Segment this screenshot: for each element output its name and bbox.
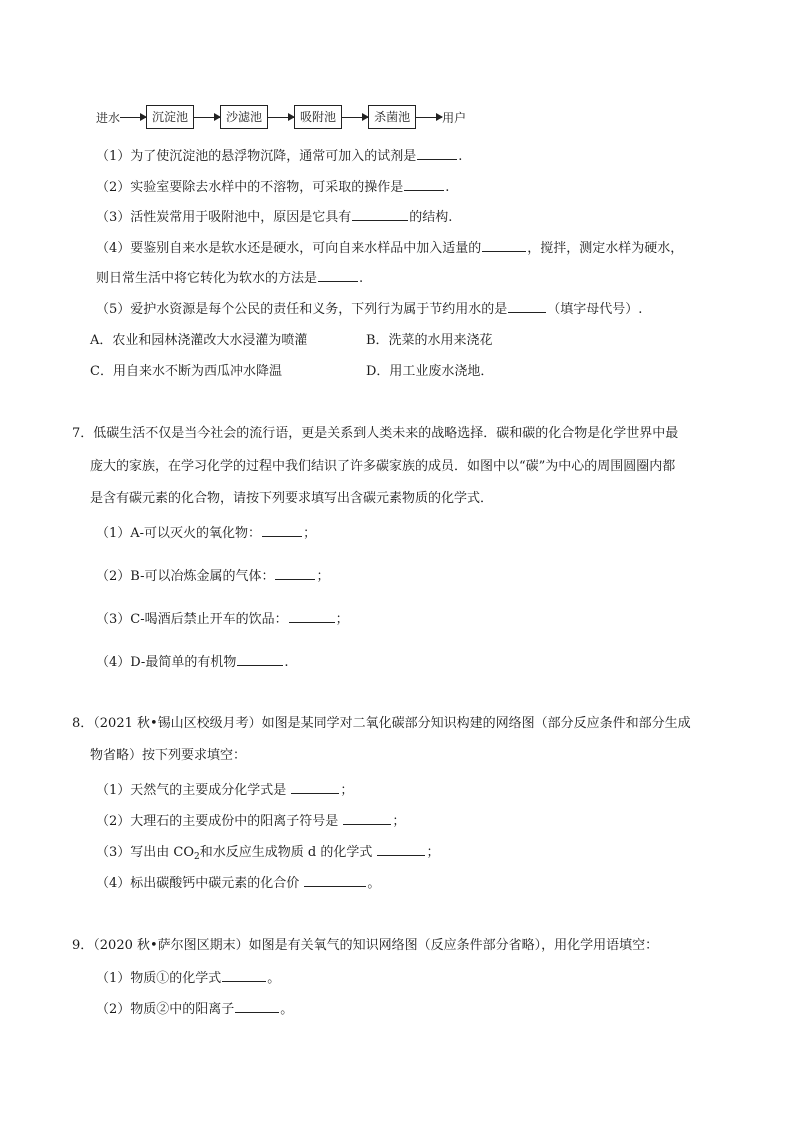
q7-stem-line3: 是含有碳元素的化合物，请按下列要求填写出含碳元素物质的化学式． xyxy=(90,491,494,506)
q6-option-c: C．用自来水不断为西瓜冲水降温 xyxy=(90,364,282,379)
answer-blank[interactable] xyxy=(304,873,366,887)
q7-part4: （4）D-最简单的有机物 . xyxy=(96,652,288,672)
q8-stem-line1: 8．（2021 秋•锡山区校级月考）如图是某同学对二氧化碳部分知识构建的网络图（部分反应条件和部分生成 xyxy=(72,716,691,731)
q7-stem-line2: 庞大的家族，在学习化学的过程中我们结识了许多碳家族的成员．如图中以“碳”为中心的周围圆圈内都 xyxy=(90,459,676,474)
q7-part1: （1）A-可以灭火的氧化物： ； xyxy=(96,523,316,543)
answer-blank[interactable] xyxy=(262,523,302,537)
q8-part2: （2）大理石的主要成份中的阳离子符号是 ； xyxy=(96,811,405,831)
answer-blank[interactable] xyxy=(289,609,335,623)
answer-blank[interactable] xyxy=(417,146,457,160)
q7-stem-line1: 7．低碳生活不仅是当今社会的流行语，更是关系到人类未来的战略选择．碳和碳的化合物是化学世界中最 xyxy=(72,426,679,441)
q6-part5: （5）爱护水资源是每个公民的责任和义务，下列行为属于节约用水的是 （填字母代号）. xyxy=(96,299,642,319)
q7-part3: （3）C-喝酒后禁止开车的饮品： ； xyxy=(96,609,349,629)
flow-start-label: 进水 xyxy=(96,110,121,125)
answer-blank[interactable] xyxy=(352,207,408,221)
q8-part1: （1）天然气的主要成分化学式是 ； xyxy=(96,780,353,800)
water-treatment-flow-diagram xyxy=(96,104,466,130)
q8-stem-line2: 物省略）按下列要求填空： xyxy=(90,748,247,763)
q6-part4-line1: （4）要鉴别自来水是软水还是硬水，可向自来水样品中加入适量的 ，搅拌，测定水样为硬水， xyxy=(96,238,683,258)
flow-arrow xyxy=(120,117,146,118)
answer-blank[interactable] xyxy=(291,780,339,794)
q6-part4-line2: 则日常生活中将它转化为软水的方法是 . xyxy=(96,268,363,288)
answer-blank[interactable] xyxy=(482,238,526,252)
answer-blank[interactable] xyxy=(508,299,546,313)
answer-blank[interactable] xyxy=(275,566,315,580)
flow-arrow xyxy=(268,117,294,118)
q9-part1: （1）物质①的化学式 。 xyxy=(96,968,280,988)
answer-blank[interactable] xyxy=(404,177,444,191)
q6-part3: （3）活性炭常用于吸附池中，原因是它具有 的结构. xyxy=(96,207,452,227)
q6-option-b: B．洗菜的水用来浇花 xyxy=(366,333,493,348)
answer-blank[interactable] xyxy=(235,999,279,1013)
answer-blank[interactable] xyxy=(343,811,391,825)
q6-part2: （2）实验室要除去水样中的不溶物，可采取的操作是 . xyxy=(96,177,449,197)
q7-part2: （2）B-可以冶炼金属的气体： ； xyxy=(96,566,329,586)
answer-blank[interactable] xyxy=(318,268,358,282)
answer-blank[interactable] xyxy=(237,652,283,666)
q8-part4: （4）标出碳酸钙中碳元素的化合价 。 xyxy=(96,873,380,893)
q9-stem-line1: 9．（2020 秋•萨尔图区期末）如图是有关氧气的知识网络图（反应条件部分省略），用化学用语填空： xyxy=(72,938,659,953)
flow-box-adsorption: 吸附池 xyxy=(294,105,342,129)
q8-part3: （3）写出由 $CO_2$和水反应生成物质 d 的化学式 ； xyxy=(96,842,440,862)
flow-arrow xyxy=(416,117,442,118)
answer-blank[interactable] xyxy=(377,842,425,856)
flow-box-disinfection: 杀菌池 xyxy=(368,105,416,129)
q6-part1: （1）为了使沉淀池的悬浮物沉降，通常可加入的试剂是 . xyxy=(96,146,462,166)
flow-box-sedimentation: 沉淀池 xyxy=(146,105,194,129)
q9-part2: （2）物质②中的阳离子 。 xyxy=(96,999,293,1019)
answer-blank[interactable] xyxy=(222,968,266,982)
q6-option-d: D．用工业废水浇地． xyxy=(366,364,494,379)
q6-option-a: A．农业和园林浇灌改大水浸灌为喷灌 xyxy=(90,333,308,348)
flow-box-sand-filter: 沙滤池 xyxy=(220,105,268,129)
flow-end-label: 用户 xyxy=(442,110,467,125)
flow-arrow xyxy=(342,117,368,118)
flow-arrow xyxy=(194,117,220,118)
